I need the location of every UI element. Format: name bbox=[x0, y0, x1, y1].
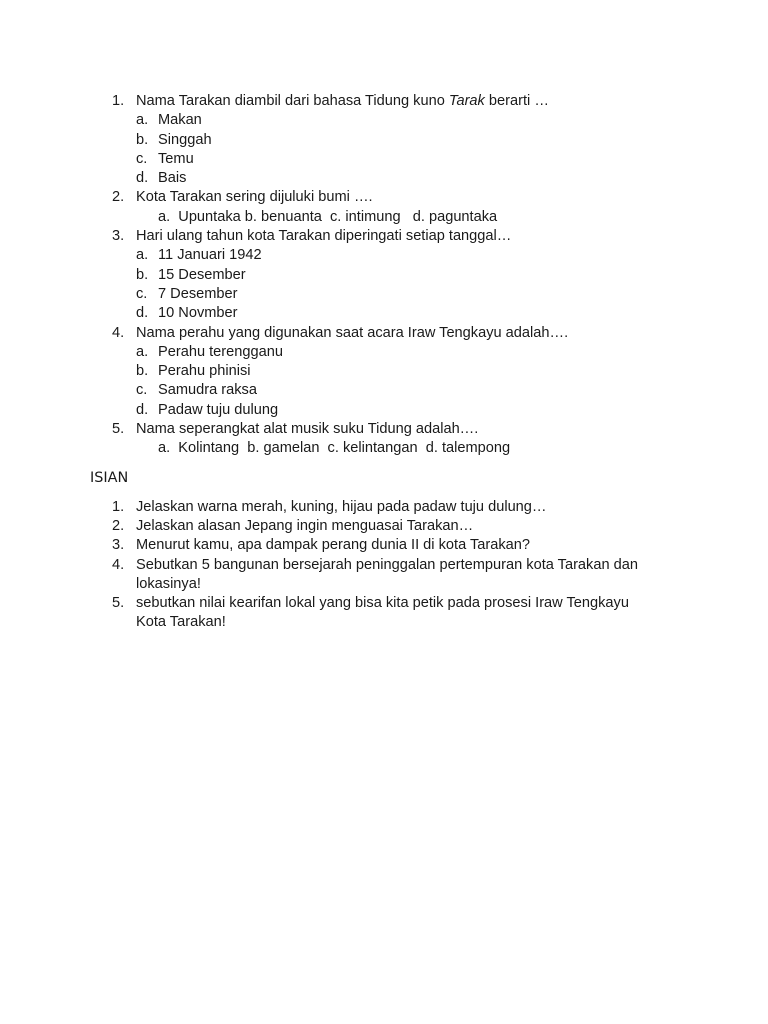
option-text: 15 Desember bbox=[158, 266, 246, 283]
option-text: Padaw tuju dulung bbox=[158, 401, 279, 418]
question-number: 4. bbox=[112, 324, 125, 341]
question-number: 3. bbox=[112, 228, 125, 245]
question-text: Jelaskan alasan Jepang ingin menguasai Tarakan… bbox=[136, 517, 474, 534]
option-list bbox=[136, 246, 668, 323]
option-letter: d. bbox=[136, 305, 149, 322]
option-item bbox=[136, 304, 668, 323]
question-number: 5. bbox=[112, 595, 125, 612]
inline-options: a. Kolintang b. gamelan c. kelintangan d. talempong bbox=[158, 440, 511, 457]
essay-question-list bbox=[0, 498, 768, 633]
option-letter: d. bbox=[136, 170, 149, 187]
option-letter: c. bbox=[136, 285, 148, 302]
question-item bbox=[0, 227, 768, 323]
option-letter: a. bbox=[136, 343, 149, 360]
option-item bbox=[136, 246, 668, 265]
essay-question-item bbox=[0, 517, 768, 536]
question-text-part: Nama Tarakan diambil dari bahasa Tidung kuno bbox=[136, 93, 449, 109]
question-text: sebutkan nilai kearifan lokal yang bisa kita petik pada prosesi Iraw Tengkayu Kota Tarakan! bbox=[136, 595, 629, 631]
question-text: Hari ulang tahun kota Tarakan diperingati setiap tanggal… bbox=[136, 228, 512, 245]
option-text: 7 Desember bbox=[158, 285, 238, 302]
option-letter: a. bbox=[136, 112, 149, 129]
multiple-choice-list bbox=[0, 92, 768, 459]
option-text: Bais bbox=[158, 170, 187, 187]
option-letter: d. bbox=[136, 401, 149, 418]
question-number: 5. bbox=[112, 421, 125, 438]
option-text: Singgah bbox=[158, 131, 212, 148]
question-number: 4. bbox=[112, 556, 125, 573]
option-item bbox=[136, 266, 668, 285]
question-number: 1. bbox=[112, 93, 125, 109]
question-number: 1. bbox=[112, 498, 125, 515]
question-text: Nama perahu yang digunakan saat acara Iraw Tengkayu adalah…. bbox=[136, 324, 569, 341]
section-heading-isian: ISIAN bbox=[90, 469, 129, 486]
question-item bbox=[0, 420, 768, 459]
question-italic-word: Tarak bbox=[448, 93, 485, 109]
option-item bbox=[136, 150, 668, 169]
question-number: 3. bbox=[112, 537, 125, 554]
option-text: Makan bbox=[158, 112, 202, 129]
option-text: Perahu phinisi bbox=[158, 363, 251, 380]
option-letter: a. bbox=[136, 247, 149, 264]
option-letter: c. bbox=[136, 382, 148, 399]
option-letter: b. bbox=[136, 266, 149, 283]
question-text: Nama seperangkat alat musik suku Tidung adalah…. bbox=[136, 421, 479, 438]
option-text: Temu bbox=[158, 150, 194, 167]
option-item bbox=[136, 131, 668, 150]
question-item bbox=[0, 188, 768, 227]
essay-question-item bbox=[0, 536, 768, 555]
essay-question-item bbox=[0, 498, 768, 517]
option-letter: b. bbox=[136, 363, 149, 380]
question-number: 2. bbox=[112, 189, 125, 206]
question-text: Sebutkan 5 bangunan bersejarah peninggalan pertempuran kota Tarakan dan lokasinya! bbox=[136, 556, 638, 592]
question-text-part: berarti … bbox=[484, 93, 549, 109]
option-text: 11 Januari 1942 bbox=[158, 247, 262, 264]
question-text bbox=[136, 93, 549, 109]
option-text: Samudra raksa bbox=[158, 382, 257, 399]
option-item bbox=[136, 362, 668, 381]
document-page bbox=[0, 92, 768, 633]
question-text: Jelaskan warna merah, kuning, hijau pada padaw tuju dulung… bbox=[136, 498, 547, 515]
option-item bbox=[136, 343, 668, 362]
question-item bbox=[0, 92, 768, 188]
inline-options: a. Upuntaka b. benuanta c. intimung d. paguntaka bbox=[158, 208, 498, 225]
option-text: Perahu terengganu bbox=[158, 343, 283, 360]
option-letter: c. bbox=[136, 150, 148, 167]
question-number: 2. bbox=[112, 517, 125, 534]
essay-question-item bbox=[0, 594, 768, 633]
option-item bbox=[136, 111, 668, 130]
option-list bbox=[136, 111, 668, 188]
option-item bbox=[136, 285, 668, 304]
option-letter: b. bbox=[136, 131, 149, 148]
essay-question-item bbox=[0, 556, 768, 595]
question-text: Kota Tarakan sering dijuluki bumi …. bbox=[136, 189, 373, 206]
option-text: 10 Novmber bbox=[158, 305, 238, 322]
option-list bbox=[136, 343, 668, 420]
option-item bbox=[136, 381, 668, 400]
option-item bbox=[136, 169, 668, 188]
question-item bbox=[0, 324, 768, 420]
question-text: Menurut kamu, apa dampak perang dunia II di kota Tarakan? bbox=[136, 537, 531, 554]
option-item bbox=[136, 401, 668, 420]
